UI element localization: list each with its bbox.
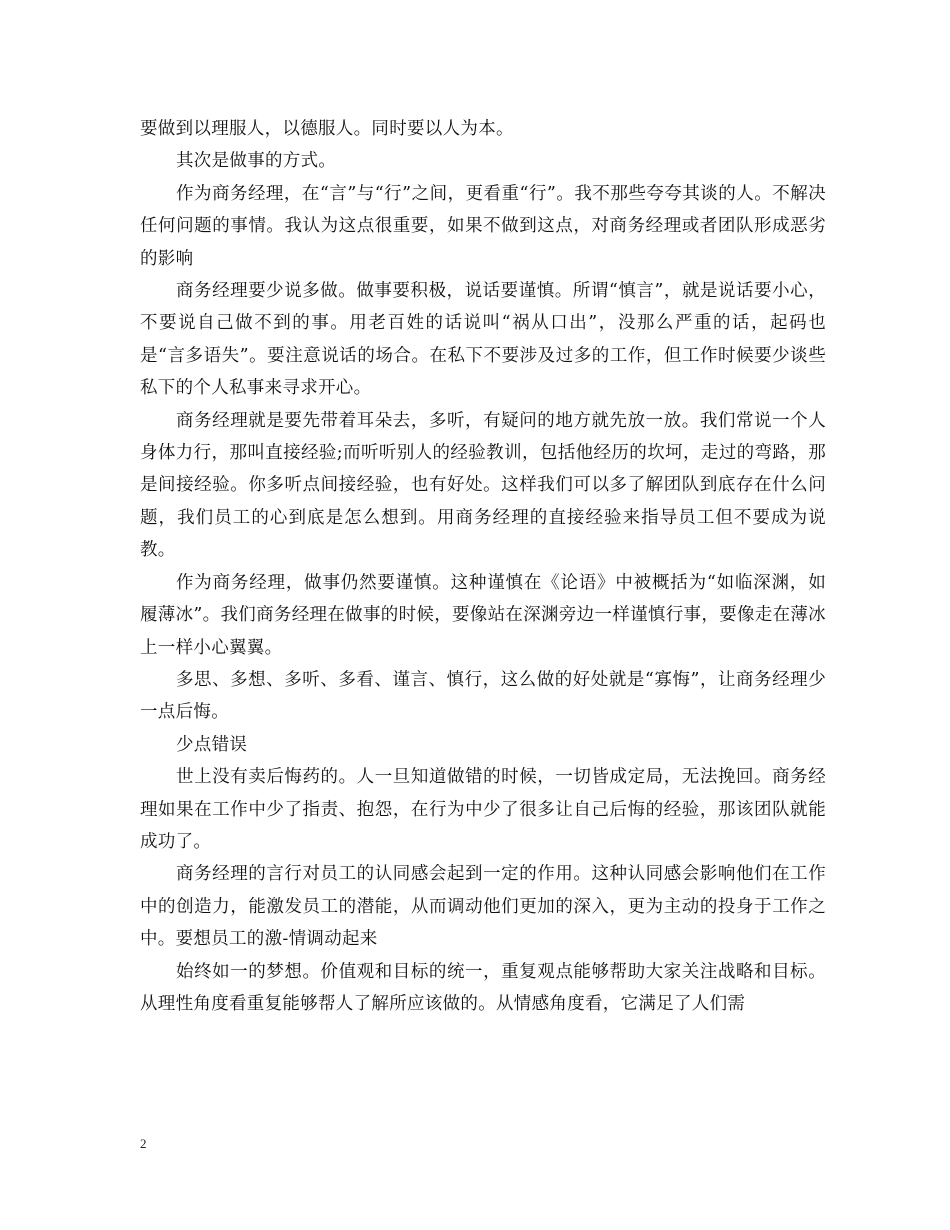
- paragraph: 其次是做事的方式。: [176, 151, 337, 172]
- paragraph: 商务经理要少说多做。做事要积极，说话要谨慎。所谓“慎言”，就是说话要小心，不要说自己做不到的事。用老百姓的话说叫“祸从口出”，没那么严重的话，起码也是“言多语失”。要注意说话的场合。在私下不要涉及过多的工作，但工作时候要少谈些私下的个人私事来寻求开心。: [140, 281, 826, 399]
- paragraph: 商务经理的言行对员工的认同感会起到一定的作用。这种认同感会影响他们在工作中的创造力，能激发员工的潜能，从而调动他们更加的深入，更为主动的投身于工作之中。要想员工的激-情调动起来: [140, 864, 826, 950]
- paragraph: 作为商务经理，在“言”与“行”之间，更看重“行”。我不那些夸夸其谈的人。不解决任何问题的事情。我认为这点很重要，如果不做到这点，对商务经理或者团队形成恶劣的影响: [140, 183, 826, 269]
- paragraph: 始终如一的梦想。价值观和目标的统一，重复观点能够帮助大家关注战略和目标。从理性角度看重复能够帮人了解所应该做的。从情感角度看，它满足了人们需: [140, 961, 826, 1014]
- paragraph: 多思、多想、多听、多看、谨言、慎行，这么做的好处就是“寡悔”，让商务经理少一点后悔。: [140, 669, 826, 723]
- page-number: 2: [140, 1136, 147, 1151]
- paragraph: 商务经理就是要先带着耳朵去，多听，有疑问的地方就先放一放。我们常说一个人身体力行，那叫直接经验;而听听别人的经验教训，包括他经历的坎坷，走过的弯路，那是间接经验。你多听点间接经验，也有好处。这样我们可以多了解团队到底存在什么问题，我们员工的心到底是怎么想到。用商务经理的直接经验来指导员工但不要成为说教。: [140, 410, 826, 561]
- paragraph: 要做到以理服人，以德服人。同时要以人为本。: [140, 119, 514, 139]
- page-content: [140, 113, 826, 1020]
- section-heading: 少点错误: [176, 734, 248, 755]
- paragraph: 世上没有卖后悔药的。人一旦知道做错的时候，一切皆成定局，无法挽回。商务经理如果在工作中少了指责、抱怨，在行为中少了很多让自己后悔的经验，那该团队就能成功了。: [140, 767, 826, 852]
- paragraph: 作为商务经理，做事仍然要谨慎。这种谨慎在《论语》中被概括为“如临深渊，如履薄冰”。我们商务经理在做事的时候，要像站在深渊旁边一样谨慎行事，要像走在薄冰上一样小心翼翼。: [140, 572, 826, 658]
